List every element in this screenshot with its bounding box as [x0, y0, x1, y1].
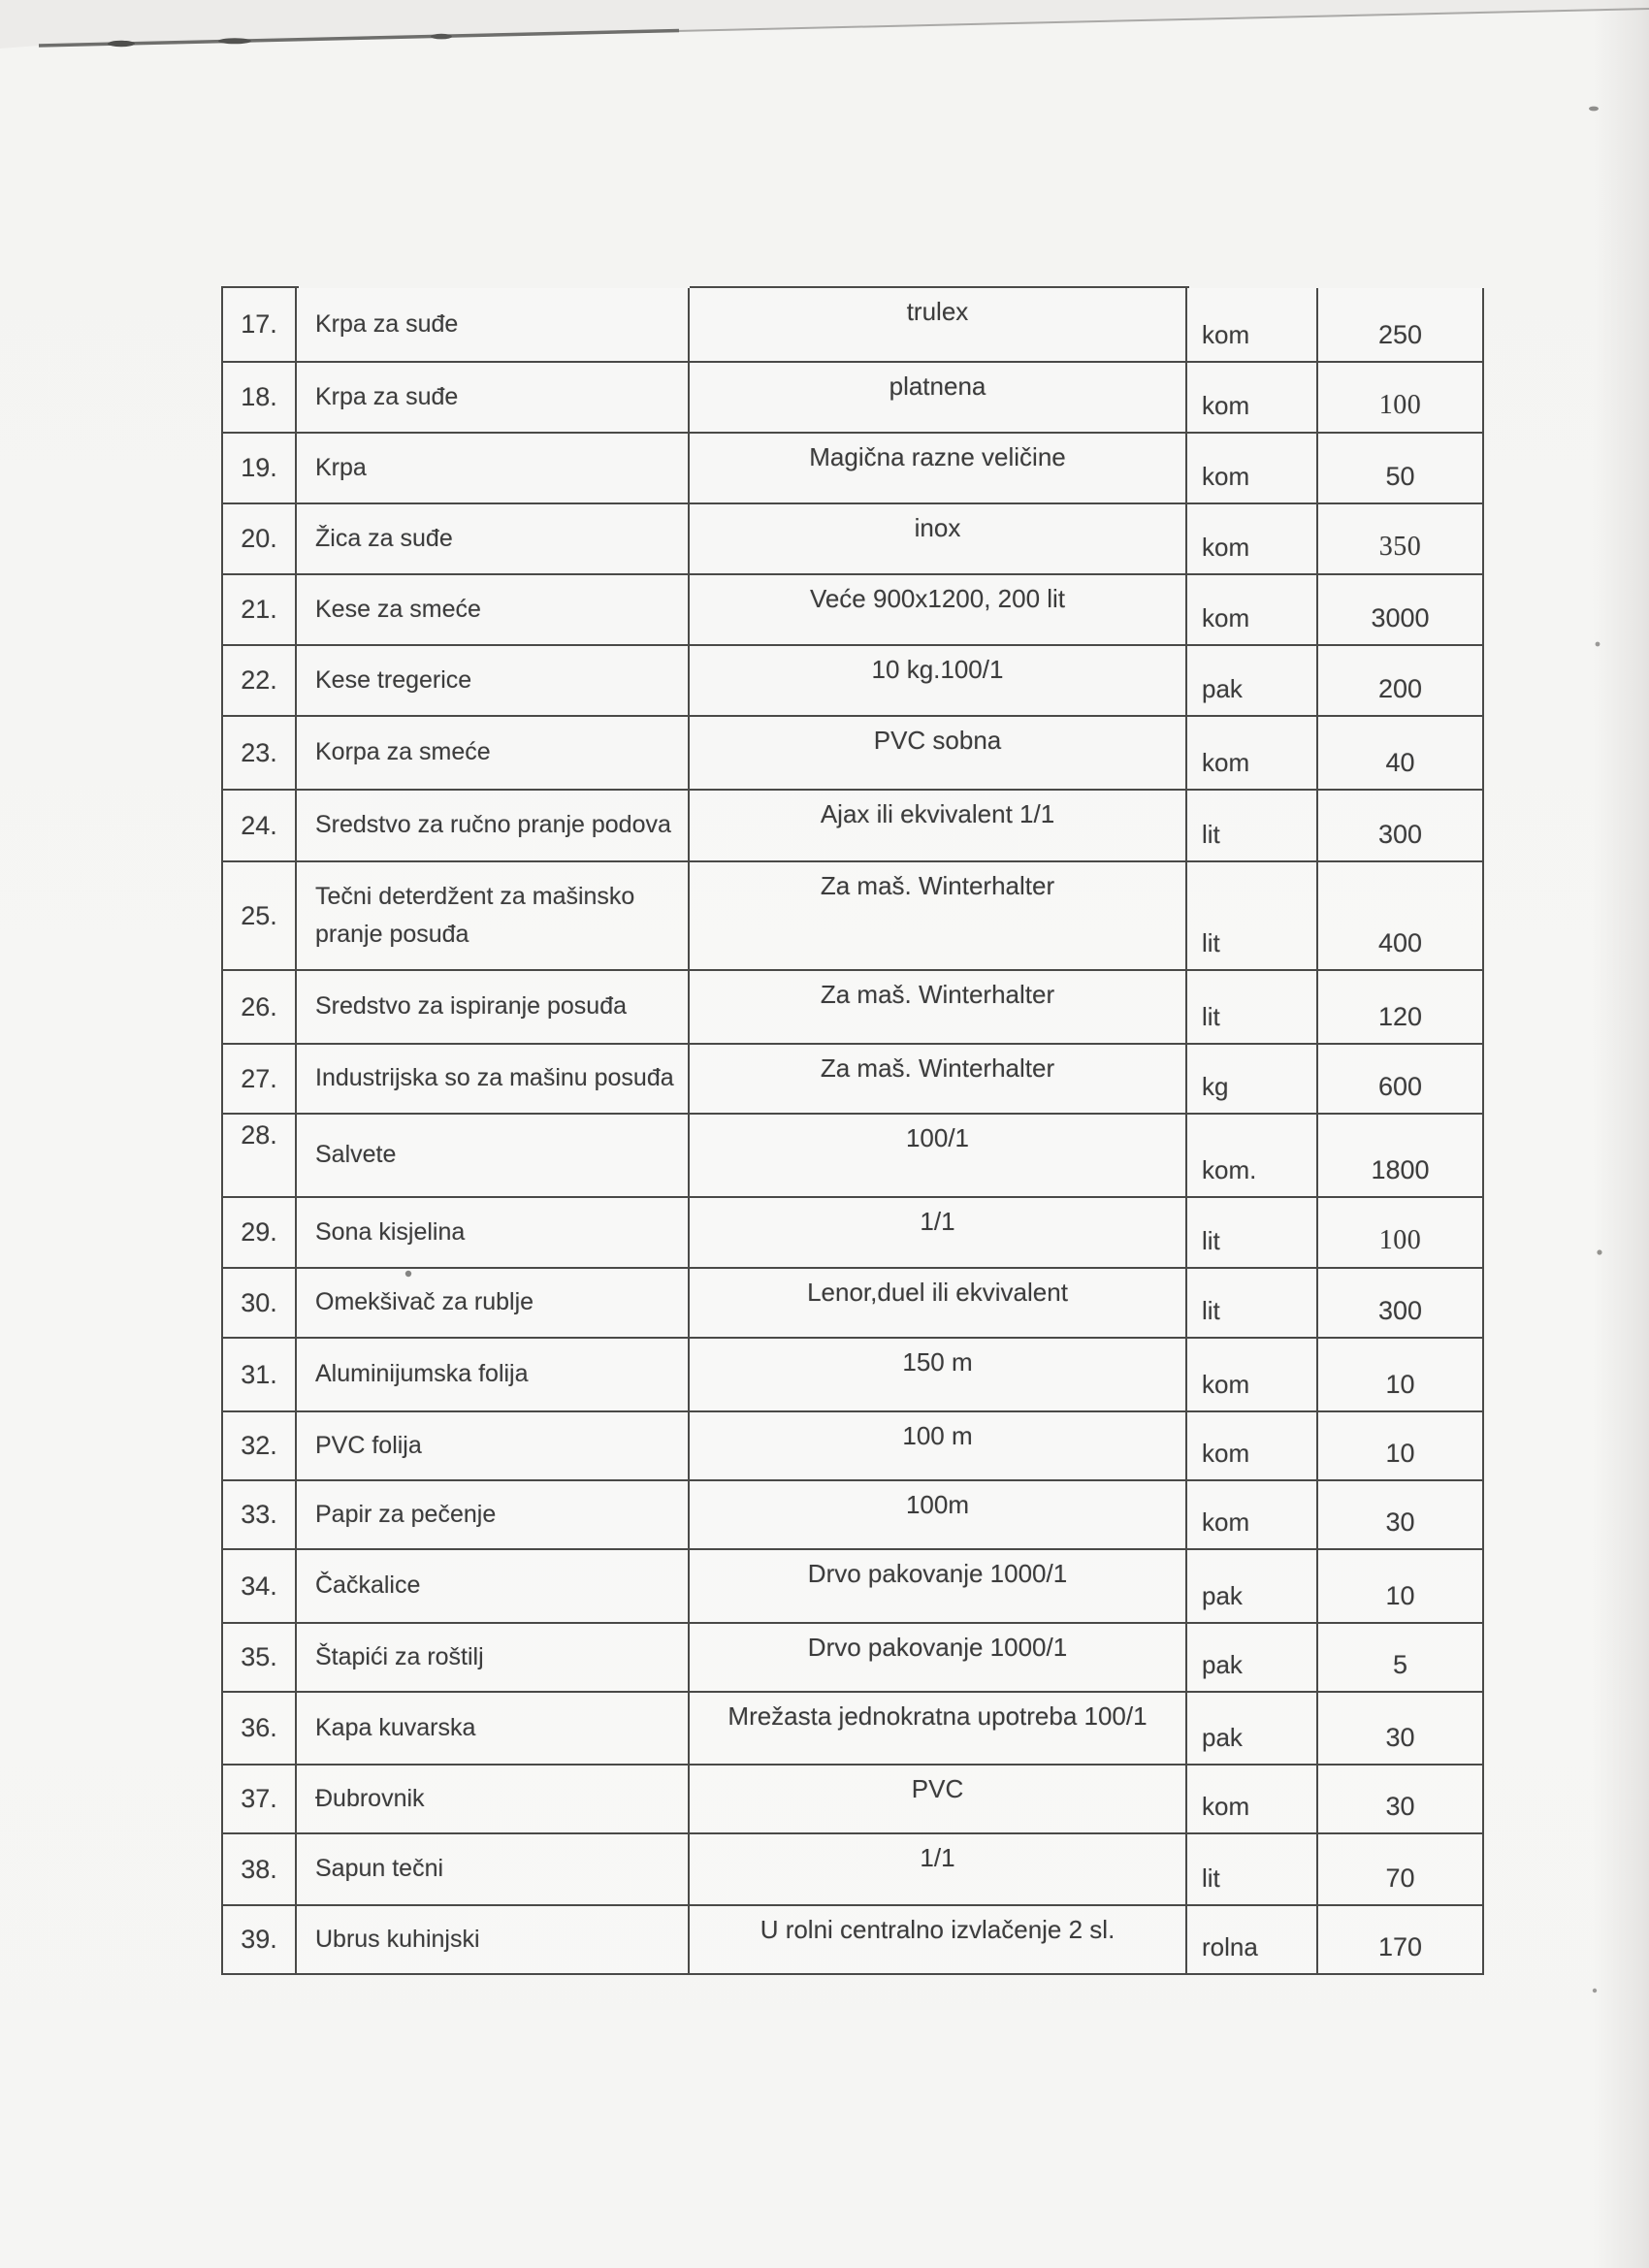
- quantity-cell-text: 1800: [1371, 1155, 1430, 1184]
- quantity-cell: [1318, 646, 1484, 717]
- unit-cell: [1187, 862, 1318, 971]
- table-row: [221, 1693, 1484, 1766]
- spec-cell-text: Lenor,duel ili ekvivalent: [807, 1278, 1068, 1307]
- row-number-cell: [221, 1834, 297, 1906]
- table-row: [221, 1198, 1484, 1269]
- table-row: [221, 1550, 1484, 1624]
- spec-cell-text: PVC sobna: [873, 726, 1002, 755]
- item-name-cell-text: Krpa za suđe: [315, 309, 459, 338]
- row-number-cell-text: 31.: [241, 1359, 277, 1389]
- unit-cell: [1187, 288, 1318, 363]
- quantity-cell: [1318, 1412, 1484, 1481]
- spec-cell: [690, 717, 1187, 791]
- row-number-cell-text: 30.: [241, 1287, 277, 1317]
- unit-cell-text: kom: [1202, 603, 1250, 632]
- quantity-cell-text: 400: [1377, 928, 1423, 957]
- quantity-cell-text: 3000: [1371, 603, 1430, 632]
- row-number-cell-text: 32.: [241, 1431, 277, 1460]
- unit-cell: [1187, 791, 1318, 862]
- row-number-cell: [221, 1693, 297, 1766]
- item-name-cell: [297, 504, 690, 575]
- table-row: [221, 862, 1484, 971]
- row-number-cell: [221, 1624, 297, 1693]
- items-table: [221, 288, 1484, 1975]
- unit-cell: [1187, 971, 1318, 1045]
- spec-cell-text: Magična razne veličine: [809, 442, 1066, 471]
- unit-cell: [1187, 1550, 1318, 1624]
- row-number-cell: [221, 1339, 297, 1412]
- table-row: [221, 1906, 1484, 1975]
- spec-cell-text: PVC: [911, 1774, 964, 1803]
- quantity-cell: [1318, 434, 1484, 504]
- table-row: [221, 717, 1484, 791]
- row-number-cell: [221, 1550, 297, 1624]
- spec-cell: [690, 646, 1187, 717]
- item-name-cell-text: Đubrovnik: [315, 1784, 425, 1812]
- spec-cell: [690, 1339, 1187, 1412]
- spec-cell-text: Za maš. Winterhalter: [820, 1053, 1055, 1083]
- item-name-cell-text: Sona kisjelina: [315, 1217, 466, 1246]
- spec-cell: [690, 971, 1187, 1045]
- spec-cell-text: 1/1: [920, 1207, 955, 1236]
- row-number-cell-text: 35.: [241, 1642, 277, 1671]
- row-number-cell-text: 26.: [241, 991, 277, 1021]
- spec-cell: [690, 575, 1187, 646]
- scan-right-edge-shadow: [1593, 0, 1649, 2268]
- unit-cell: [1187, 1198, 1318, 1269]
- spec-cell-text: U rolni centralno izvlačenje 2 sl.: [760, 1915, 1116, 1944]
- unit-cell-text: kg: [1202, 1072, 1229, 1101]
- spec-cell-text: Za maš. Winterhalter: [820, 871, 1055, 900]
- unit-cell: [1187, 717, 1318, 791]
- quantity-cell-text: 120: [1377, 1002, 1423, 1031]
- unit-cell: [1187, 1834, 1318, 1906]
- quantity-cell-text: 300: [1377, 820, 1423, 849]
- item-name-cell: [297, 1550, 690, 1624]
- row-number-cell-text: 39.: [241, 1925, 277, 1954]
- row-number-cell-text: 37.: [241, 1784, 277, 1813]
- quantity-cell: [1318, 504, 1484, 575]
- spec-cell: [690, 1198, 1187, 1269]
- table-row: [221, 1412, 1484, 1481]
- row-number-cell-text: 29.: [241, 1217, 277, 1247]
- item-name-cell-text: Čačkalice: [315, 1571, 421, 1600]
- row-number-cell: [221, 717, 297, 791]
- quantity-cell-text: 10: [1385, 1581, 1415, 1610]
- item-name-cell: [297, 1412, 690, 1481]
- unit-cell: [1187, 1269, 1318, 1339]
- row-number-cell: [221, 1766, 297, 1834]
- item-name-cell: [297, 434, 690, 504]
- unit-cell-text: rolna: [1202, 1932, 1258, 1961]
- spec-cell-text: 1/1: [920, 1843, 955, 1872]
- quantity-cell: [1318, 1834, 1484, 1906]
- spec-cell-text: Veće 900x1200, 200 lit: [809, 584, 1066, 613]
- item-name-cell-text: Ubrus kuhinjski: [315, 1925, 480, 1953]
- quantity-cell-text: 170: [1377, 1932, 1423, 1961]
- quantity-cell: [1318, 1550, 1484, 1624]
- row-number-cell-text: 25.: [241, 900, 277, 930]
- table-row: [221, 1339, 1484, 1412]
- spec-cell: [690, 1115, 1187, 1198]
- spec-cell: [690, 1906, 1187, 1975]
- spec-cell: [690, 1766, 1187, 1834]
- spec-cell: [690, 1412, 1187, 1481]
- spec-cell-text: platnena: [889, 372, 986, 401]
- item-name-cell-text: Sredstvo za ispiranje posuđa: [315, 992, 628, 1021]
- row-number-cell: [221, 363, 297, 434]
- spec-cell-text: inox: [914, 513, 961, 542]
- item-name-cell: [297, 862, 690, 971]
- table-row: [221, 575, 1484, 646]
- table-row: [221, 971, 1484, 1045]
- item-name-cell-text: Aluminijumska folija: [315, 1360, 529, 1388]
- quantity-cell: [1318, 1624, 1484, 1693]
- row-number-cell-text: 19.: [241, 453, 277, 482]
- row-number-cell: [221, 1115, 297, 1198]
- unit-cell-text: pak: [1202, 674, 1243, 703]
- unit-cell: [1187, 504, 1318, 575]
- row-number-cell: [221, 504, 297, 575]
- item-name-cell-text: Tečni deterdžent za mašinsko pranje posuđa: [315, 882, 635, 948]
- item-name-cell: [297, 363, 690, 434]
- spec-cell: [690, 1693, 1187, 1766]
- table-rows: [221, 288, 1484, 1975]
- quantity-cell-text: 30: [1385, 1507, 1415, 1537]
- item-name-cell: [297, 1624, 690, 1693]
- spec-cell: [690, 1269, 1187, 1339]
- unit-cell-text: kom: [1202, 1439, 1250, 1468]
- quantity-cell: [1318, 1339, 1484, 1412]
- quantity-cell-text: 100: [1378, 1225, 1422, 1255]
- item-name-cell-text: Kese tregerice: [315, 665, 472, 694]
- unit-cell: [1187, 1412, 1318, 1481]
- quantity-cell-text: 30: [1385, 1792, 1415, 1821]
- item-name-cell-text: Sapun tečni: [315, 1855, 444, 1883]
- spec-cell-text: Mrežasta jednokratna upotreba 100/1: [728, 1701, 1148, 1731]
- unit-cell-text: pak: [1202, 1581, 1243, 1610]
- item-name-cell-text: Krpa: [315, 453, 367, 481]
- unit-cell: [1187, 1115, 1318, 1198]
- unit-cell-text: kom: [1202, 533, 1250, 562]
- table-row: [221, 646, 1484, 717]
- item-name-cell-text: Omekšivač za rublje: [315, 1288, 534, 1316]
- row-number-cell: [221, 1198, 297, 1269]
- row-number-cell: [221, 288, 297, 363]
- unit-cell: [1187, 363, 1318, 434]
- spec-cell: [690, 288, 1187, 363]
- item-name-cell: [297, 1906, 690, 1975]
- unit-cell: [1187, 1906, 1318, 1975]
- quantity-cell: [1318, 717, 1484, 791]
- table-row: [221, 504, 1484, 575]
- quantity-cell-text: 70: [1385, 1863, 1415, 1893]
- item-name-cell: [297, 646, 690, 717]
- item-name-cell: [297, 288, 690, 363]
- table-row: [221, 288, 1484, 363]
- row-number-cell: [221, 434, 297, 504]
- quantity-cell: [1318, 862, 1484, 971]
- unit-cell-text: kom: [1202, 1507, 1250, 1537]
- spec-cell-text: 150 m: [902, 1347, 973, 1377]
- spec-cell: [690, 1550, 1187, 1624]
- quantity-cell-text: 200: [1377, 674, 1423, 703]
- quantity-cell-text: 50: [1385, 462, 1415, 491]
- spec-cell: [690, 1834, 1187, 1906]
- row-number-cell: [221, 791, 297, 862]
- row-number-cell-text: 23.: [241, 737, 277, 767]
- quantity-cell: [1318, 1198, 1484, 1269]
- quantity-cell: [1318, 1045, 1484, 1115]
- item-name-cell-text: Salvete: [315, 1141, 397, 1169]
- spec-cell: [690, 434, 1187, 504]
- unit-cell: [1187, 1693, 1318, 1766]
- row-number-cell-text: 21.: [241, 595, 277, 624]
- item-name-cell-text: Kapa kuvarska: [315, 1713, 476, 1741]
- table-topline-number-col: [221, 286, 299, 288]
- quantity-cell: [1318, 575, 1484, 646]
- quantity-cell-text: 5: [1392, 1650, 1408, 1679]
- quantity-cell-text: 600: [1377, 1072, 1423, 1101]
- quantity-cell-text: 10: [1385, 1370, 1415, 1399]
- quantity-cell: [1318, 791, 1484, 862]
- item-name-cell: [297, 1481, 690, 1550]
- quantity-cell: [1318, 1766, 1484, 1834]
- item-name-cell: [297, 791, 690, 862]
- row-number-cell-text: 36.: [241, 1713, 277, 1742]
- row-number-cell: [221, 1045, 297, 1115]
- spec-cell: [690, 791, 1187, 862]
- spec-cell: [690, 363, 1187, 434]
- table-row: [221, 1115, 1484, 1198]
- unit-cell: [1187, 1339, 1318, 1412]
- row-number-cell: [221, 1269, 297, 1339]
- unit-cell-text: pak: [1202, 1650, 1243, 1679]
- spec-cell-text: Za maš. Winterhalter: [820, 980, 1055, 1009]
- unit-cell-text: kom: [1202, 391, 1250, 420]
- quantity-cell-text: 10: [1385, 1439, 1415, 1468]
- table-row: [221, 1624, 1484, 1693]
- row-number-cell-text: 20.: [241, 524, 277, 553]
- table-row: [221, 791, 1484, 862]
- unit-cell-text: lit: [1202, 1226, 1220, 1255]
- unit-cell-text: lit: [1202, 820, 1220, 849]
- row-number-cell-text: 38.: [241, 1854, 277, 1884]
- item-name-cell: [297, 1198, 690, 1269]
- unit-cell: [1187, 1624, 1318, 1693]
- row-number-cell-text: 22.: [241, 665, 277, 695]
- quantity-cell: [1318, 288, 1484, 363]
- row-number-cell-text: 34.: [241, 1571, 277, 1601]
- unit-cell-text: kom: [1202, 1792, 1250, 1821]
- row-number-cell: [221, 1412, 297, 1481]
- spec-cell: [690, 504, 1187, 575]
- item-name-cell-text: Žica za suđe: [315, 524, 453, 552]
- item-name-cell: [297, 575, 690, 646]
- spec-cell-text: 100m: [905, 1490, 970, 1519]
- item-name-cell-text: Krpa za suđe: [315, 382, 459, 410]
- spec-cell-text: 10 kg.100/1: [871, 655, 1004, 684]
- table-row: [221, 1481, 1484, 1550]
- item-name-cell: [297, 1766, 690, 1834]
- item-name-cell-text: Sredstvo za ručno pranje podova: [315, 811, 671, 839]
- row-number-cell: [221, 575, 297, 646]
- quantity-cell-text: 30: [1385, 1723, 1415, 1752]
- item-name-cell-text: Industrijska so za mašinu posuđa: [315, 1064, 674, 1092]
- quantity-cell-text: 40: [1385, 748, 1415, 777]
- row-number-cell-text: 18.: [241, 382, 277, 411]
- unit-cell-text: pak: [1202, 1723, 1243, 1752]
- unit-cell-text: kom.: [1202, 1155, 1257, 1184]
- table-topline-spec-col: [690, 286, 1189, 288]
- spec-cell: [690, 1624, 1187, 1693]
- unit-cell: [1187, 646, 1318, 717]
- spec-cell-text: trulex: [906, 297, 969, 326]
- quantity-cell: [1318, 1481, 1484, 1550]
- spec-cell-text: Drvo pakovanje 1000/1: [807, 1633, 1068, 1662]
- spec-cell-text: Drvo pakovanje 1000/1: [807, 1559, 1068, 1588]
- item-name-cell: [297, 971, 690, 1045]
- spec-cell: [690, 862, 1187, 971]
- table-row: [221, 1834, 1484, 1906]
- item-name-cell: [297, 1269, 690, 1339]
- quantity-cell: [1318, 363, 1484, 434]
- spec-cell-text: 100 m: [902, 1421, 973, 1450]
- row-number-cell-text: 33.: [241, 1500, 277, 1529]
- row-number-cell-text: 24.: [241, 810, 277, 840]
- quantity-cell-text: 100: [1378, 390, 1422, 420]
- item-name-cell-text: Korpa za smeće: [315, 738, 491, 766]
- row-number-cell-text: 27.: [241, 1063, 277, 1093]
- spec-cell: [690, 1481, 1187, 1550]
- row-number-cell: [221, 1906, 297, 1975]
- unit-cell-text: lit: [1202, 928, 1220, 957]
- table-row: [221, 1045, 1484, 1115]
- item-name-cell: [297, 1115, 690, 1198]
- table-row: [221, 434, 1484, 504]
- item-name-cell-text: PVC folija: [315, 1431, 422, 1459]
- item-name-cell-text: Štapići za roštilj: [315, 1642, 484, 1670]
- row-number-cell: [221, 646, 297, 717]
- quantity-cell-text: 350: [1378, 532, 1422, 562]
- unit-cell-text: kom: [1202, 462, 1250, 491]
- unit-cell-text: kom: [1202, 1370, 1250, 1399]
- table-row: [221, 1766, 1484, 1834]
- row-number-cell: [221, 971, 297, 1045]
- unit-cell: [1187, 1045, 1318, 1115]
- table-row: [221, 363, 1484, 434]
- unit-cell-text: lit: [1202, 1002, 1220, 1031]
- row-number-cell: [221, 1481, 297, 1550]
- unit-cell-text: kom: [1202, 748, 1250, 777]
- unit-cell: [1187, 1481, 1318, 1550]
- quantity-cell: [1318, 1906, 1484, 1975]
- row-number-cell-text: 28.: [241, 1120, 277, 1150]
- item-name-cell: [297, 1339, 690, 1412]
- item-name-cell-text: Kese za smeće: [315, 595, 481, 623]
- item-name-cell-text: Papir za pečenje: [315, 1500, 497, 1528]
- unit-cell: [1187, 575, 1318, 646]
- spec-cell-text: 100/1: [905, 1123, 970, 1152]
- unit-cell-text: lit: [1202, 1863, 1220, 1893]
- table-row: [221, 1269, 1484, 1339]
- item-name-cell: [297, 1045, 690, 1115]
- spec-cell: [690, 1045, 1187, 1115]
- unit-cell-text: lit: [1202, 1296, 1220, 1325]
- item-name-cell: [297, 1693, 690, 1766]
- quantity-cell: [1318, 1269, 1484, 1339]
- row-number-cell-text: 17.: [241, 309, 277, 339]
- unit-cell: [1187, 1766, 1318, 1834]
- unit-cell-text: kom: [1202, 320, 1250, 349]
- unit-cell: [1187, 434, 1318, 504]
- item-name-cell: [297, 1834, 690, 1906]
- quantity-cell: [1318, 1115, 1484, 1198]
- spec-cell-text: Ajax ili ekvivalent 1/1: [820, 799, 1055, 828]
- row-number-cell: [221, 862, 297, 971]
- quantity-cell-text: 250: [1377, 320, 1423, 349]
- quantity-cell: [1318, 1693, 1484, 1766]
- item-name-cell: [297, 717, 690, 791]
- scan-top-shade: [0, 0, 1649, 58]
- quantity-cell-text: 300: [1377, 1296, 1423, 1325]
- quantity-cell: [1318, 971, 1484, 1045]
